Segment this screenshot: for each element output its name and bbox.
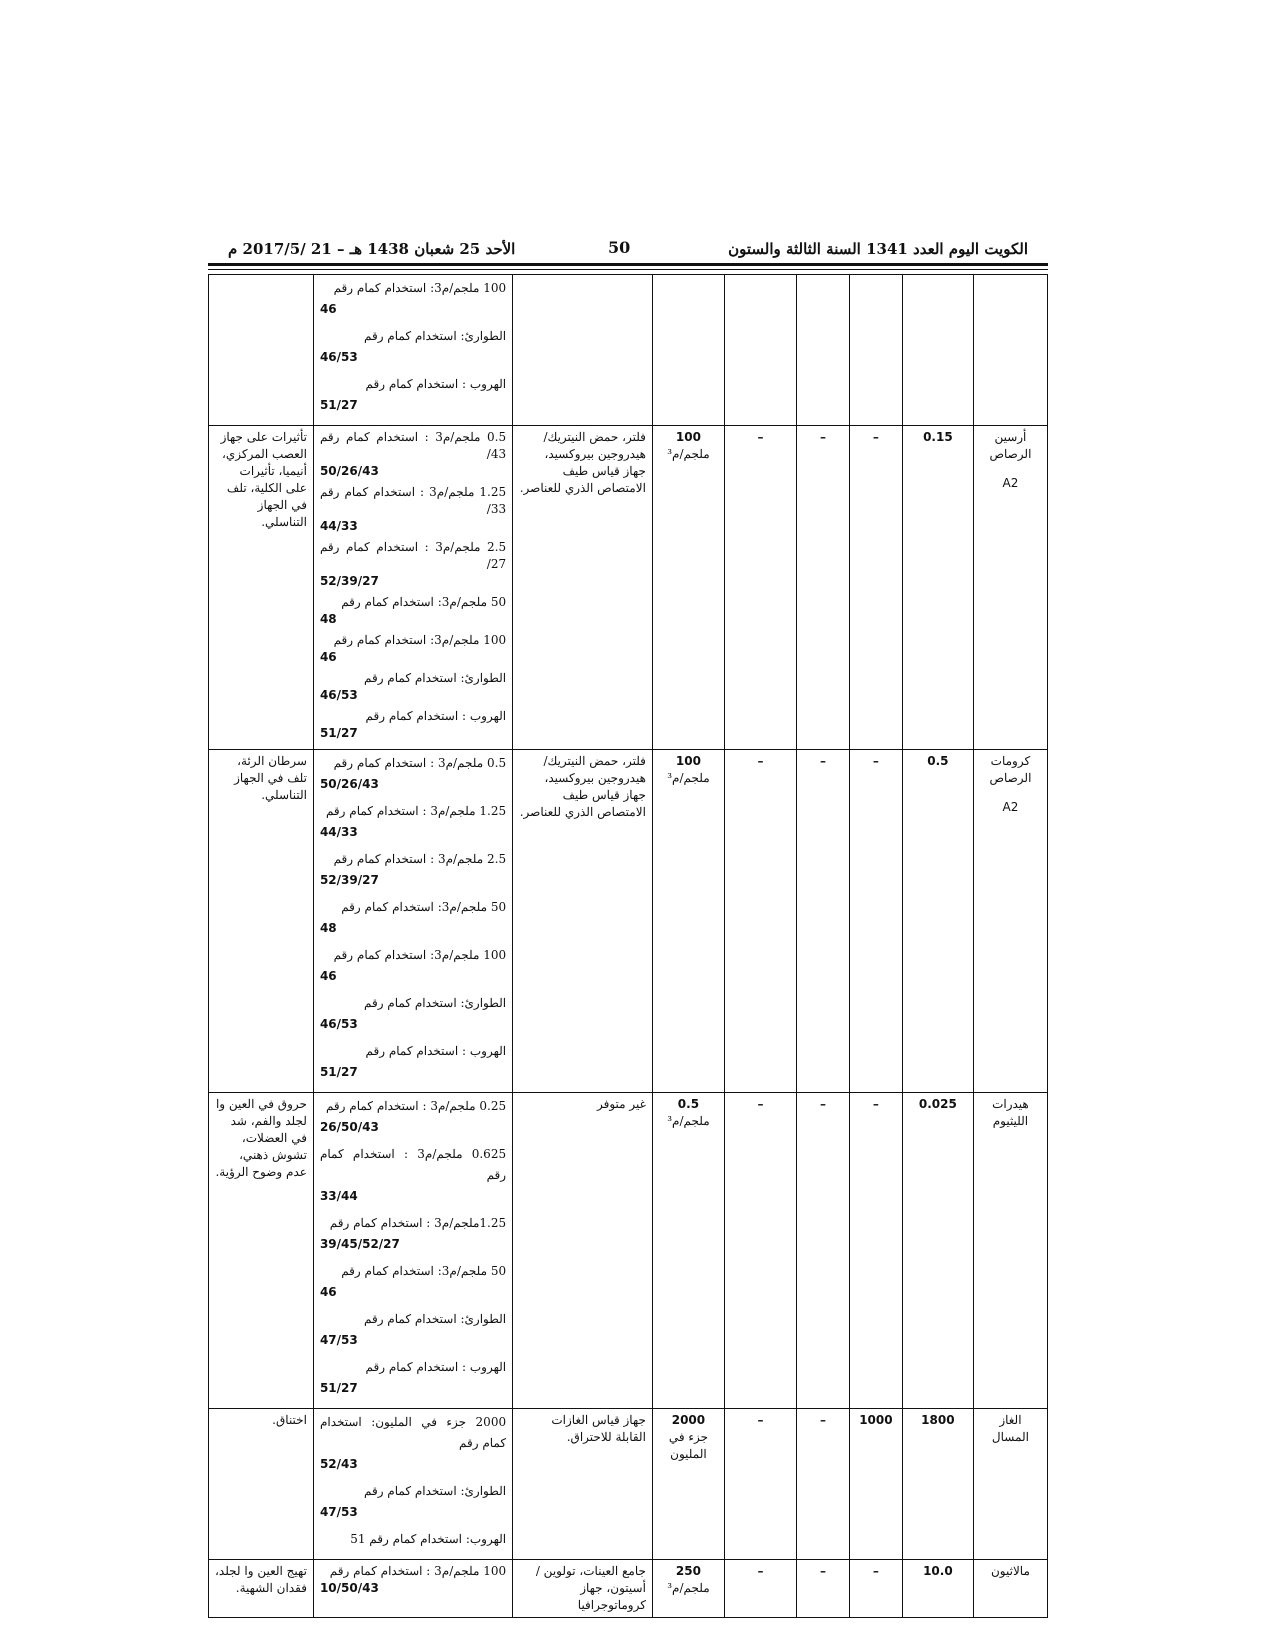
respirator-ref: 10/50/43 <box>319 1581 379 1595</box>
value-cell-1: 0.025 <box>902 1093 973 1409</box>
table-row <box>209 275 1048 426</box>
respirator-text: 0.5 ملجم/م3 : استخدام كمام رقم 43/ <box>319 430 507 461</box>
limit-value: 100 <box>675 754 701 768</box>
limit-cell <box>652 1409 724 1560</box>
health-effects-cell: حروق في العين وا لجلد والفم، شد في العضلات، تشوش ذهني، عدم وضوح الرؤية. <box>209 1093 314 1409</box>
respirator-text: 50 ملجم/م3: استخدام كمام رقم <box>341 595 507 609</box>
value-cell-3: – <box>796 1093 849 1409</box>
respirator-ref: 47/53 <box>319 1505 358 1519</box>
respirator-text: 100 ملجم/م3 : استخدام كمام رقم <box>329 1564 507 1578</box>
limit-value: 100 <box>675 430 701 444</box>
respirator-entry <box>320 1144 506 1207</box>
respirator-entry <box>320 1412 506 1475</box>
value-cell-1: 1800 <box>902 1409 973 1560</box>
limit-cell <box>652 750 724 1093</box>
value-cell-2: – <box>849 1560 902 1618</box>
respirator-entry <box>320 1529 506 1550</box>
respirator-entry <box>320 594 506 628</box>
limit-unit: ملجم/م³ <box>667 1114 710 1128</box>
respirator-entry <box>320 897 506 939</box>
respirator-ref: 48 <box>319 921 337 935</box>
value-cell-3: – <box>796 426 849 750</box>
table-row <box>209 426 1048 750</box>
method-cell: جهاز قياس الغازات القابلة للاحتراق. <box>513 1409 653 1560</box>
gazette-title: الكويت اليوم العدد 1341 السنة الثالثة والستون <box>728 240 1028 258</box>
method-cell: فلتر، حمض النيتريك/ هيدروجين بيروكسيد، جهاز قياس طيف الامتصاص الذري للعناصر. <box>513 426 653 750</box>
substance-name-cell <box>973 1560 1047 1618</box>
limit-unit: ملجم/م³ <box>667 447 710 461</box>
table-row <box>209 1093 1048 1409</box>
respirator-entry <box>320 1563 506 1597</box>
respirator-entry <box>320 1481 506 1523</box>
substance-name-cell <box>973 1093 1047 1409</box>
substance-name: هيدرات الليثيوم <box>992 1097 1029 1128</box>
value-cell-1: 0.15 <box>902 426 973 750</box>
respirator-text: الطوارئ: استخدام كمام رقم <box>363 1312 507 1326</box>
respirator-ref: 46/53 <box>319 350 358 364</box>
respirator-entry <box>320 1357 506 1399</box>
respirator-text: 2.5 ملجم/م3 : استخدام كمام رقم 27/ <box>319 540 507 571</box>
respirator-cell <box>313 1409 512 1560</box>
respirator-entry <box>320 374 506 416</box>
value-cell-2: – <box>849 750 902 1093</box>
table-row <box>209 750 1048 1093</box>
method-cell <box>513 275 653 426</box>
respirator-entry <box>320 753 506 795</box>
respirator-ref: 46/53 <box>319 688 358 702</box>
limit-value: 250 <box>675 1564 701 1578</box>
respirator-ref: 44/33 <box>319 519 358 533</box>
page-header <box>228 236 1028 262</box>
respirator-cell <box>313 1560 512 1618</box>
respirator-entry <box>320 326 506 368</box>
respirator-ref: 44/33 <box>319 825 358 839</box>
respirator-cell <box>313 1093 512 1409</box>
respirator-ref: 46 <box>319 650 337 664</box>
respirator-cell <box>313 426 512 750</box>
health-effects-cell <box>209 275 314 426</box>
value-cell-2: – <box>849 426 902 750</box>
page-number: 50 <box>608 238 631 257</box>
respirator-entry <box>320 484 506 535</box>
value-cell-4: – <box>724 1093 796 1409</box>
header-rule-thin <box>208 269 1048 270</box>
substance-name-cell <box>973 275 1047 426</box>
substance-class: A2 <box>1002 800 1019 814</box>
respirator-ref: 26/50/43 <box>319 1120 379 1134</box>
value-cell-4: – <box>724 1409 796 1560</box>
value-cell-4: – <box>724 426 796 750</box>
respirator-ref: 46 <box>319 969 337 983</box>
respirator-ref: 47/53 <box>319 1333 358 1347</box>
respirator-text: الهروب : استخدام كمام رقم <box>365 709 507 723</box>
respirator-text: 100 ملجم/م3: استخدام كمام رقم <box>333 948 507 962</box>
substance-name-cell <box>973 1409 1047 1560</box>
respirator-entry <box>320 278 506 320</box>
value-cell-3: – <box>796 1409 849 1560</box>
respirator-text: 50 ملجم/م3: استخدام كمام رقم <box>341 900 507 914</box>
respirator-ref: 46 <box>319 302 337 316</box>
method-cell: فلتر، حمض النيتريك/ هيدروجين بيروكسيد، جهاز قياس طيف الامتصاص الذري للعناصر. <box>513 750 653 1093</box>
respirator-text: 100 ملجم/م3: استخدام كمام رقم <box>333 281 507 295</box>
limit-cell <box>652 275 724 426</box>
respirator-text: 0.5 ملجم/م3 : استخدام كمام رقم <box>333 756 507 770</box>
value-cell-2 <box>849 275 902 426</box>
respirator-text: 0.25 ملجم/م3 : استخدام كمام رقم <box>325 1099 507 1113</box>
health-effects-cell: سرطان الرئة، تلف في الجهاز التناسلي. <box>209 750 314 1093</box>
respirator-ref: 51/27 <box>319 1381 358 1395</box>
value-cell-3: – <box>796 1560 849 1618</box>
substances-table <box>208 274 1048 1618</box>
value-cell-2: – <box>849 1093 902 1409</box>
limit-unit: جزء في المليون <box>668 1430 709 1461</box>
respirator-entry <box>320 1041 506 1083</box>
respirator-ref: 51/27 <box>319 726 358 740</box>
issue-date: الأحد 25 شعبان 1438 هـ – 21 /2017/5 م <box>228 240 516 258</box>
respirator-ref: 52/39/27 <box>319 873 379 887</box>
respirator-ref: 52/39/27 <box>319 574 379 588</box>
respirator-entry <box>320 801 506 843</box>
value-cell-3: – <box>796 750 849 1093</box>
respirator-ref: 50/26/43 <box>319 464 379 478</box>
respirator-entry <box>320 849 506 891</box>
limit-value: 0.5 <box>677 1097 700 1111</box>
respirator-ref: 39/45/52/27 <box>319 1237 400 1251</box>
respirator-entry <box>320 1213 506 1255</box>
substance-name-cell <box>973 750 1047 1093</box>
respirator-text: 1.25 ملجم/م3 : استخدام كمام رقم <box>325 804 507 818</box>
respirator-ref: 46/53 <box>319 1017 358 1031</box>
header-rule-thick <box>208 263 1048 266</box>
substance-name-cell <box>973 426 1047 750</box>
value-cell-2: 1000 <box>849 1409 902 1560</box>
limit-value: 2000 <box>671 1413 706 1427</box>
value-cell-4: – <box>724 1560 796 1618</box>
substance-name: كرومات الرصاص <box>989 754 1032 785</box>
respirator-ref: 50/26/43 <box>319 777 379 791</box>
respirator-text: الطوارئ: استخدام كمام رقم <box>363 671 507 685</box>
respirator-ref: 52/43 <box>319 1457 358 1471</box>
value-cell-4: – <box>724 750 796 1093</box>
respirator-entry <box>320 993 506 1035</box>
respirator-ref: 51/27 <box>319 1065 358 1079</box>
respirator-text: 2.5 ملجم/م3 : استخدام كمام رقم <box>333 852 507 866</box>
respirator-ref: 48 <box>319 612 337 626</box>
substance-name: الغاز المسال <box>991 1413 1029 1444</box>
respirator-text: الطوارئ: استخدام كمام رقم <box>363 996 507 1010</box>
limit-unit: ملجم/م³ <box>667 1581 710 1595</box>
substance-class: A2 <box>1002 476 1019 490</box>
table-row <box>209 1409 1048 1560</box>
respirator-entry <box>320 539 506 590</box>
method-cell: جامع العينات، تولوين / أسيتون، جهاز كروماتوجرافيا <box>513 1560 653 1618</box>
table-row <box>209 1560 1048 1618</box>
health-effects-cell: تهيج العين وا لجلد، فقدان الشهية. <box>209 1560 314 1618</box>
limit-unit: ملجم/م³ <box>667 771 710 785</box>
value-cell-1 <box>902 275 973 426</box>
respirator-text: الهروب : استخدام كمام رقم <box>365 377 507 391</box>
respirator-entry <box>320 632 506 666</box>
respirator-text: 0.625 ملجم/م3 : استخدام كمام رقم <box>319 1147 507 1182</box>
respirator-entry <box>320 1096 506 1138</box>
respirator-text: 1.25ملجم/م3 : استخدام كمام رقم <box>329 1216 507 1230</box>
respirator-entry <box>320 429 506 480</box>
table-body <box>209 275 1048 1618</box>
limit-cell <box>652 1093 724 1409</box>
substance-name: مالاثيون <box>990 1564 1030 1578</box>
respirator-ref: 46 <box>319 1285 337 1299</box>
respirator-text: 100 ملجم/م3: استخدام كمام رقم <box>333 633 507 647</box>
respirator-text: الطوارئ: استخدام كمام رقم <box>363 329 507 343</box>
respirator-entry <box>320 1309 506 1351</box>
value-cell-3 <box>796 275 849 426</box>
respirator-cell <box>313 750 512 1093</box>
respirator-ref: 33/44 <box>319 1189 358 1203</box>
substance-name: أرسين الرصاص <box>989 430 1032 461</box>
respirator-text: الهروب: استخدام كمام رقم 51 <box>350 1532 507 1546</box>
respirator-text: 2000 جزء في المليون: استخدام كمام رقم <box>319 1415 507 1450</box>
limit-cell <box>652 1560 724 1618</box>
respirator-text: الهروب : استخدام كمام رقم <box>365 1360 507 1374</box>
respirator-cell <box>313 275 512 426</box>
respirator-entry <box>320 945 506 987</box>
respirator-entry <box>320 1261 506 1303</box>
value-cell-4 <box>724 275 796 426</box>
respirator-text: 50 ملجم/م3: استخدام كمام رقم <box>341 1264 507 1278</box>
health-effects-cell: اختناق. <box>209 1409 314 1560</box>
limit-cell <box>652 426 724 750</box>
value-cell-1: 10.0 <box>902 1560 973 1618</box>
method-cell: غير متوفر <box>513 1093 653 1409</box>
respirator-ref: 51/27 <box>319 398 358 412</box>
respirator-entry <box>320 670 506 704</box>
health-effects-cell: تأثيرات على جهاز العصب المركزي، أنيميا، تأثيرات على الكلية، تلف في الجهاز التناسلي. <box>209 426 314 750</box>
respirator-text: 1.25 ملجم/م3 : استخدام كمام رقم 33/ <box>319 485 507 516</box>
respirator-text: الطوارئ: استخدام كمام رقم <box>363 1484 507 1498</box>
value-cell-1: 0.5 <box>902 750 973 1093</box>
respirator-text: الهروب : استخدام كمام رقم <box>365 1044 507 1058</box>
respirator-entry <box>320 708 506 742</box>
